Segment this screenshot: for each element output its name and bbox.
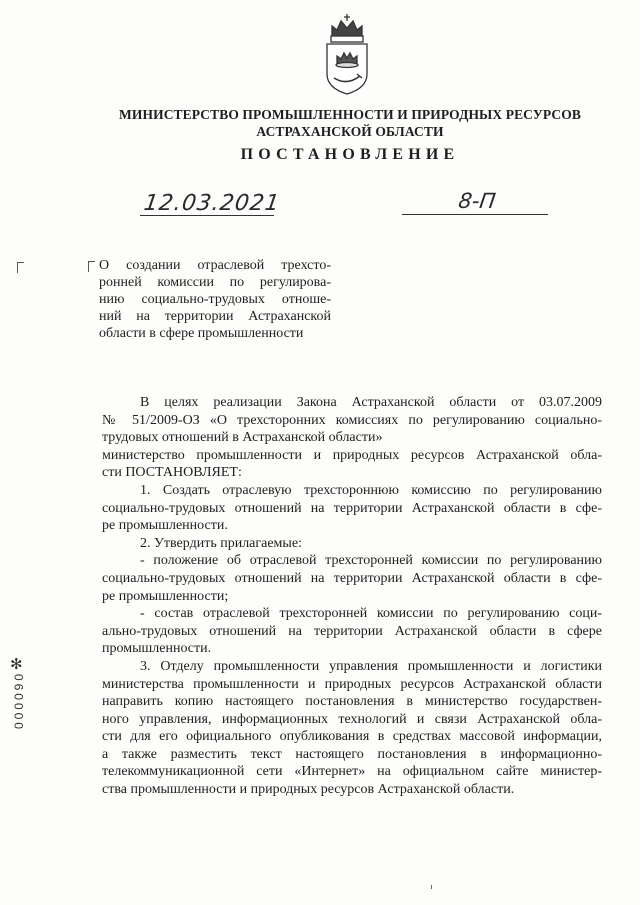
body-line: 3. Отделу промышленности управления промышленности и логистики: [140, 658, 602, 674]
number-underline: [402, 214, 548, 215]
body-line: промышленности.: [102, 641, 212, 657]
body-line: министерство промышленности и природных ресурсов Астраханской обла-: [102, 447, 602, 463]
body-line: ально-трудовых отношений на территории Астраханской области в сфере: [102, 623, 602, 639]
document-number: 8-П: [456, 189, 498, 213]
document-date: 12.03.2021: [142, 191, 282, 216]
subject-corner-mark: [88, 261, 95, 272]
body-line: - состав отраслевой трехсторонней комиссии по регулированию соци-: [140, 606, 602, 622]
subject-line: ний на территории Астраханской: [99, 309, 331, 325]
margin-serial-stamp: [9, 655, 25, 750]
body-line: ного управления, информационных технологий и связи Астраханской обла-: [102, 711, 602, 727]
body-line: ре промышленности;: [102, 588, 229, 604]
corner-mark: [17, 262, 24, 273]
body-line: министерства промышленности и природных ресурсов Астраханской области: [102, 676, 602, 692]
coat-of-arms-icon: [322, 12, 372, 96]
scan-speck: [431, 885, 432, 889]
subject-line: О создании отраслевой трехсто-: [99, 258, 331, 273]
document-subject: [99, 257, 331, 342]
document-type-title: ПОСТАНОВЛЕНИЕ: [240, 146, 460, 163]
body-line: сти ПОСТАНОВЛЯЕТ:: [102, 465, 242, 481]
ministry-name-line2: АСТРАХАНСКОЙ ОБЛАСТИ: [256, 124, 444, 139]
body-line: - положение об отраслевой трехсторонней комиссии по регулированию: [140, 553, 602, 569]
body-line: направить копию настоящего постановления в министерство государствен-: [102, 694, 602, 710]
body-line: социально-трудовых отношений на территории Астраханской области в сфе-: [102, 570, 602, 586]
body-line: 2. Утвердить прилагаемые:: [140, 535, 302, 551]
date-underline: [140, 215, 274, 216]
ministry-name-line1: МИНИСТЕРСТВО ПРОМЫШЛЕННОСТИ И ПРИРОДНЫХ РЕСУРСОВ: [119, 107, 581, 122]
body-line: № 51/2009-ОЗ «О трехсторонних комиссиях по регулированию социально-: [102, 412, 602, 428]
body-line: ства промышленности и природных ресурсов Астраханской области.: [102, 782, 515, 798]
body-line: трудовых отношений в Астраханской области»: [102, 430, 383, 446]
document-body: [102, 394, 602, 799]
body-line: ре промышленности.: [102, 518, 228, 534]
body-line: социально-трудовых отношений на территории Астраханской области в сфе-: [102, 500, 602, 516]
body-line: сти для его официального опубликования в средствах массовой информации,: [102, 729, 602, 745]
subject-line: области в сфере промышленности: [99, 326, 304, 342]
body-line: В целях реализации Закона Астраханской области от 03.07.2009: [140, 395, 602, 410]
subject-line: ронней комиссии по регулирова-: [99, 275, 331, 291]
ministry-name: [60, 106, 640, 140]
body-line: телекоммуникационной сети «Интернет» на официальном сайте министер-: [102, 764, 602, 780]
body-line: 1. Создать отраслевую трехстороннюю комиссию по регулированию: [140, 482, 602, 498]
asterisk-icon: ✻: [10, 655, 23, 673]
serial-number: 000090: [12, 670, 26, 730]
subject-line: нию социально-трудовых отноше-: [99, 292, 331, 308]
body-line: а также разместить текст настоящего постановления в информационно-: [102, 746, 602, 762]
